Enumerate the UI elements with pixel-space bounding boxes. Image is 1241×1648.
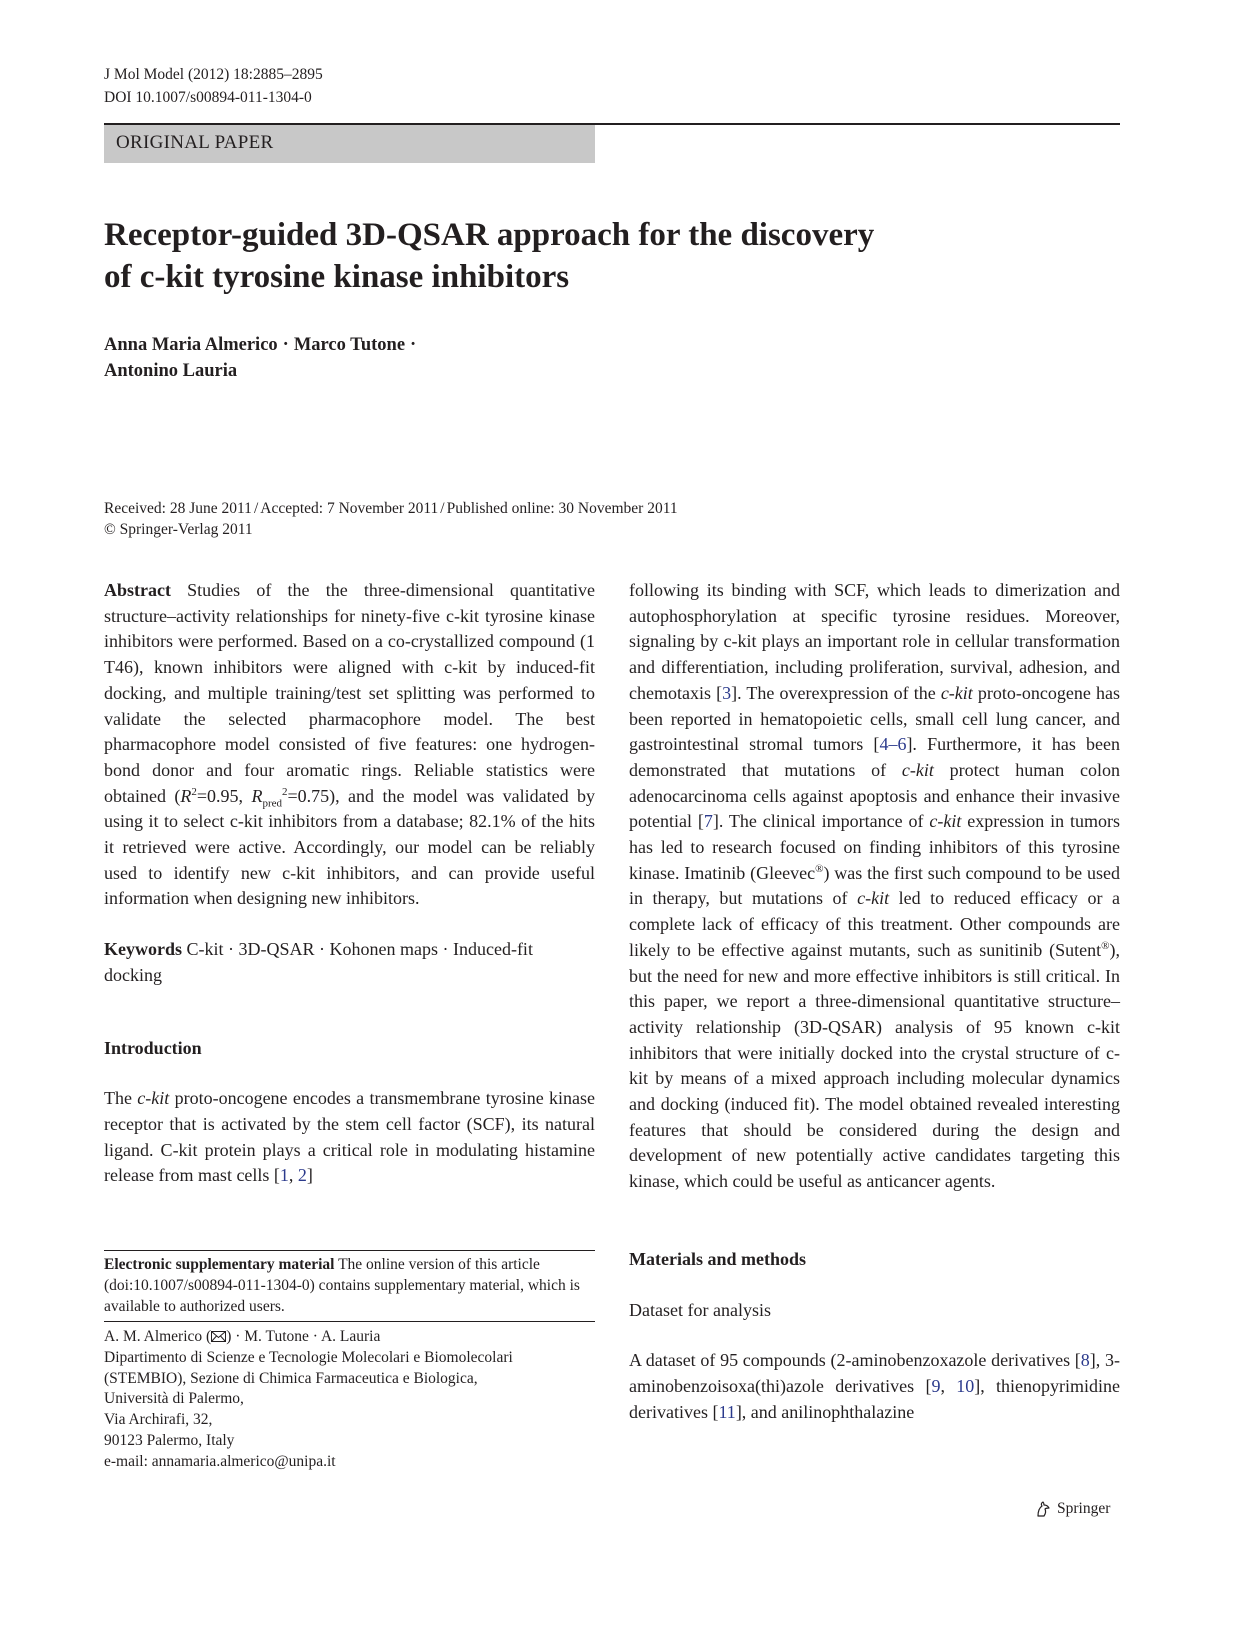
title-line-1: Receptor-guided 3D-QSAR approach for the discovery (104, 217, 875, 253)
right-column (629, 578, 1120, 1425)
title-line-2: of c-kit tyrosine kinase inhibitors (104, 259, 570, 295)
citation-link[interactable]: 3 (722, 682, 732, 703)
citation-link[interactable]: 7 (703, 811, 713, 832)
keywords (104, 937, 595, 988)
citation-link[interactable]: 10 (956, 1375, 975, 1396)
footnote-rule (104, 1321, 595, 1322)
copyright: © Springer-Verlag 2011 (104, 521, 253, 538)
author-list (104, 332, 704, 384)
publisher-name: Springer (1057, 1500, 1111, 1517)
affiliation-line: (STEMBIO), Sezione di Chimica Farmaceutica e Biologica, (104, 1369, 478, 1387)
author-1: Anna Maria Almerico (104, 335, 278, 355)
affiliation-block (104, 1327, 595, 1473)
dataset-subheading: Dataset for analysis (629, 1299, 771, 1320)
citation-link[interactable]: 2 (297, 1165, 307, 1186)
article-title (104, 214, 1004, 298)
author-separator: · (282, 335, 289, 355)
email-address[interactable]: e-mail: annamaria.almerico@unipa.it (104, 1452, 336, 1470)
author-separator: · (410, 335, 417, 355)
footnote-rule (104, 1250, 595, 1251)
corresponding-authors: A. M. Almerico ( ) · M. Tutone · A. Lauria (104, 1328, 381, 1345)
citation-link[interactable]: 1 (279, 1165, 289, 1186)
abstract-label: Abstract (104, 580, 171, 600)
journal-citation: J Mol Model (2012) 18:2885–2895 (104, 66, 323, 83)
supplementary-note: Electronic supplementary material The online version of this article (doi:10.1007/s00894-011-1304-0) contains supplementary material, which is available to authorized users. (104, 1256, 580, 1315)
paper-type-banner (104, 125, 595, 163)
methods-heading: Materials and methods (629, 1248, 806, 1269)
dataset-paragraph: A dataset of 95 compounds (2-aminobenzoxazole derivatives [8], 3-aminobenzoisoxa(thi)azole derivatives [9, 10], thienopyrimidine derivatives [11], and anilinophthalazine (629, 1350, 1120, 1422)
introduction-continued: following its binding with SCF, which leads to dimerization and autophosphorylation at specific tyrosine residues. Moreover, signaling by c-kit plays an important role in cellular transformation and differentiation, including proliferation, survival, adhesion, and chemotaxis [3]. The overexpression of the c-kit proto-oncogene has been reported in hematopoietic cells, small cell lung cancer, and gastrointestinal stromal tumors [4–6]. Furthermore, it has been demonstrated that mutations of c-kit protect human colon adenocarcinoma cells against apoptosis and enhance their invasive potential [7]. The clinical importance of c-kit expression in tumors has led to research focused on finding inhibitors of this tyrosine kinase. Imatinib (Gleevec®) was the first such compound to be used in therapy, but mutations of c-kit led to reduced efficacy or a complete lack of efficacy of this treatment. Other compounds are likely to be effective against mutants, such as sunitinib (Sutent®), but the need for new and more effective inhibitors is still critical. In this paper, we report a three-dimensional quantitative structure–activity relationship (3D-QSAR) analysis of 95 known c-kit inhibitors that were initially docked into the crystal structure of c-kit by means of a mixed approach including molecular dynamics and docking (induced fit). The model obtained revealed interesting features that should be considered during the design and development of new potentially active candidates targeting this kinase, which could be useful as anticancer agents. (629, 580, 1120, 1192)
left-column (104, 578, 595, 1189)
citation-link[interactable]: 9 (931, 1375, 941, 1396)
affiliation-line: Università di Palermo, (104, 1390, 244, 1408)
paper-type-label: ORIGINAL PAPER (116, 132, 274, 153)
envelope-icon (211, 1331, 226, 1342)
published-date: Published online: 30 November 2011 (446, 500, 678, 517)
springer-horse-icon (1034, 1500, 1052, 1518)
citation-link[interactable]: 8 (1080, 1350, 1090, 1371)
author-3: Antonino Lauria (104, 361, 238, 381)
publisher-logo (1034, 1500, 1110, 1518)
article-history: Received: 28 June 2011 / Accepted: 7 November 2011 / Published online: 30 November 2011 (104, 500, 678, 517)
affiliation-line: 90123 Palermo, Italy (104, 1431, 235, 1449)
abstract: Abstract Studies of the the three-dimensional quantitative structure–activity relationships for ninety-five c-kit tyrosine kinase inhibitors were performed. Based on a co-crystallized compound (1 T46), known inhibitors were aligned with c-kit by induced-fit docking, and multiple training/test set splitting was performed to validate the selected pharmacophore model. The best pharmacophore model consisted of five features: one hydrogen-bond donor and four aromatic rings. Reliable statistics were obtained ($R^2=0.95$, $R_{pred}^2=0.75$), and the model was validated by using it to select c-kit inhibitors from a database; 82.1% of the hits it retrieved were active. Accordingly, our model can be reliably used to identify new c-kit inhibitors, and can provide useful information when designing new inhibitors. (104, 580, 595, 909)
citation-link[interactable]: 4–6 (879, 734, 907, 755)
author-2: Marco Tutone (293, 335, 406, 355)
affiliation-line: Dipartimento di Scienze e Tecnologie Molecolari e Biomolecolari (104, 1348, 513, 1366)
accepted-date: Accepted: 7 November 2011 (260, 500, 439, 517)
doi: DOI 10.1007/s00894-011-1304-0 (104, 89, 312, 106)
introduction-paragraph: The c-kit proto-oncogene encodes a transmembrane tyrosine kinase receptor that is activated by the stem cell factor (SCF), its natural ligand. C-kit protein plays a critical role in modulating histamine release from mast cells [1, 2] (104, 1088, 595, 1186)
keywords-text: C-kit · 3D-QSAR · Kohonen maps · Induced-fit docking (104, 939, 533, 985)
citation-link[interactable]: 11 (718, 1401, 736, 1422)
affiliation-line: Via Archirafi, 32, (104, 1411, 213, 1429)
keywords-label: Keywords (104, 939, 182, 960)
received-date: Received: 28 June 2011 (104, 500, 252, 517)
introduction-heading: Introduction (104, 1037, 202, 1058)
